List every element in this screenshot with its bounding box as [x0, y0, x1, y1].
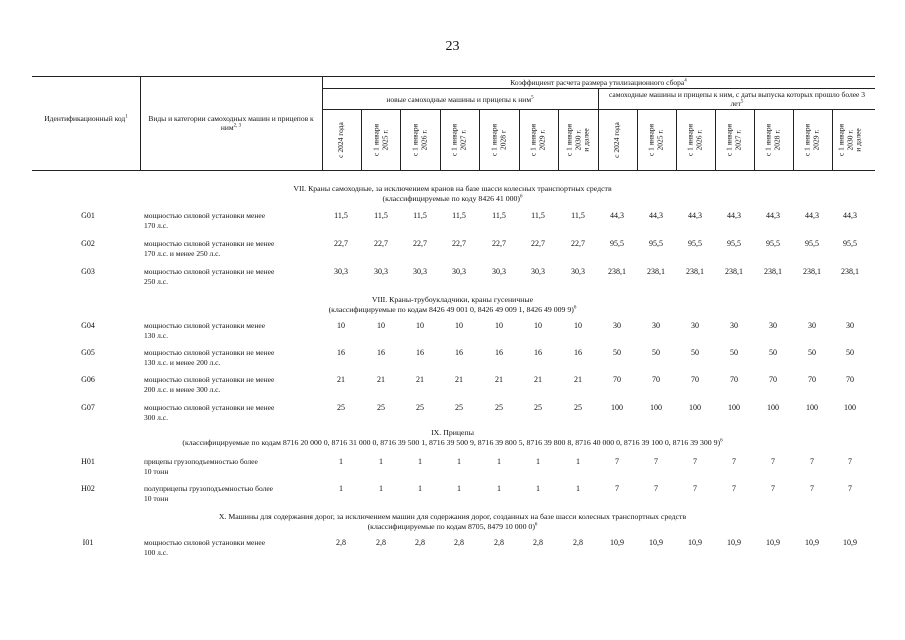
year-column-header	[337, 122, 346, 158]
row-description	[144, 211, 319, 230]
year-header-line: 2025 г.	[380, 129, 389, 151]
year-header-line: с 2024 года	[335, 122, 345, 158]
coefficient-cell: 11,5	[334, 211, 348, 220]
coefficient-cell: 238,1	[841, 267, 859, 276]
coefficient-cell: 30	[846, 321, 854, 330]
coefficient-cell: 30	[769, 321, 777, 330]
year-column-header	[565, 124, 591, 156]
row-description	[144, 457, 319, 476]
coefficient-cell: 10,9	[766, 538, 780, 547]
year-col-divider	[361, 109, 362, 170]
coefficient-cell: 100	[844, 403, 856, 412]
coefficient-cell: 44,3	[727, 211, 741, 220]
id-code-header: Идентификационный код$^1$	[44, 114, 128, 123]
row-code: G05	[81, 348, 95, 357]
coefficient-cell: 100	[728, 403, 740, 412]
row-description	[144, 484, 319, 503]
coefficient-cell: 50	[730, 348, 738, 357]
year-column-header	[765, 124, 782, 156]
coefficient-cell: 16	[416, 348, 424, 357]
year-header-line: 2030 г.	[844, 129, 854, 151]
coefficient-cell: 16	[534, 348, 542, 357]
coefficient-cell: 10,9	[610, 538, 624, 547]
row-code: G02	[81, 239, 95, 248]
coefficient-cell: 2,8	[376, 538, 386, 547]
group-divider	[598, 88, 599, 170]
coefficient-cell: 1	[576, 457, 580, 466]
coefficient-cell: 70	[691, 375, 699, 384]
coefficient-cell: 22,7	[492, 239, 506, 248]
row-code: G04	[81, 321, 95, 330]
year-header-line: с 1 января	[802, 123, 812, 157]
coefficient-cell: 2,8	[494, 538, 504, 547]
coefficient-cell: 10,9	[688, 538, 702, 547]
page-number: 23	[445, 39, 460, 54]
coefficient-cell: 22,7	[413, 239, 427, 248]
coefficient-cell: 7	[654, 484, 658, 493]
row-description-line: 200 л.с. и менее 300 л.с.	[144, 384, 221, 394]
year-header-line: с 1 января	[646, 123, 656, 157]
year-header-line: 2030 г.	[572, 129, 582, 151]
row-code: I01	[82, 538, 94, 547]
coefficient-cell: 30,3	[374, 267, 388, 276]
year-header-line: и далее	[853, 128, 863, 152]
row-description-line: 170 л.с.	[144, 220, 168, 230]
year-header-line: с 1 января	[528, 123, 538, 157]
row-code: H02	[81, 484, 95, 493]
coefficient-cell: 25	[377, 403, 385, 412]
coefficient-cell: 2,8	[415, 538, 425, 547]
coefficient-cell: 50	[652, 348, 660, 357]
coefficient-cell: 21	[574, 375, 582, 384]
coefficient-cell: 95,5	[688, 239, 702, 248]
coefficient-cell: 7	[848, 484, 852, 493]
row-code: H01	[81, 457, 95, 466]
new-machines-header: новые самоходные машины и прицепы к ним$^5$	[386, 95, 534, 104]
coefficient-cell: 1	[418, 457, 422, 466]
row-description-line: мощностью силовой установки не менее	[144, 403, 275, 412]
coefficient-cell: 10	[337, 321, 345, 330]
col-divider	[322, 76, 323, 170]
row-description-line: 250 л.с.	[144, 276, 168, 286]
coefficient-cell: 70	[808, 375, 816, 384]
coefficient-cell: 10	[534, 321, 542, 330]
section-heading	[30, 428, 875, 448]
kinds-header: Виды и категории самоходных машин и прицепов к ним$^{2, 3}$	[148, 114, 314, 132]
coefficient-cell: 70	[769, 375, 777, 384]
section-subtitle: (классифицируемые по коду 8426 41 000)$^6$	[382, 194, 523, 203]
coefficient-cell: 7	[693, 484, 697, 493]
coefficient-cell: 11,5	[571, 211, 585, 220]
row-description-line: мощностью силовой установки не менее	[144, 239, 275, 248]
coefficient-cell: 2,8	[573, 538, 583, 547]
coefficient-cell: 50	[691, 348, 699, 357]
coefficient-cell: 10,9	[649, 538, 663, 547]
coefficient-cell: 50	[613, 348, 621, 357]
section-heading	[30, 512, 875, 532]
table-top-rule	[32, 76, 875, 77]
coefficient-cell: 11,5	[531, 211, 545, 220]
coefficient-cell: 100	[767, 403, 779, 412]
coefficient-cell: 2,8	[454, 538, 464, 547]
coefficient-cell: 44,3	[649, 211, 663, 220]
row-code: G01	[81, 211, 95, 220]
row-code: G03	[81, 267, 95, 276]
year-header-line: с 1 января	[724, 123, 734, 157]
table-header-bottom-rule	[32, 170, 875, 171]
coefficient-cell: 10	[377, 321, 385, 330]
coefficient-cell: 7	[810, 484, 814, 493]
coefficient-cell: 7	[654, 457, 658, 466]
year-col-divider	[440, 109, 441, 170]
year-column-header	[530, 124, 547, 156]
row-description	[144, 403, 319, 422]
coefficient-cell: 95,5	[766, 239, 780, 248]
year-column-header	[804, 124, 821, 156]
coefficient-cell: 1	[379, 457, 383, 466]
year-column-header	[412, 124, 429, 156]
coefficient-cell: 25	[416, 403, 424, 412]
row-description	[144, 538, 319, 557]
coefficient-cell: 2,8	[533, 538, 543, 547]
coefficient-cell: 7	[693, 457, 697, 466]
coefficient-cell: 7	[615, 484, 619, 493]
coefficient-cell: 25	[455, 403, 463, 412]
year-header-line: 2026 г.	[694, 129, 703, 151]
coefficient-cell: 1	[536, 457, 540, 466]
coefficient-cell: 16	[455, 348, 463, 357]
coefficient-cell: 10	[495, 321, 503, 330]
coefficient-cell: 1	[576, 484, 580, 493]
row-description-line: 10 тонн	[144, 493, 169, 503]
year-header-line: 2028 г.	[772, 129, 781, 151]
year-header-line: с 1 января	[564, 123, 574, 157]
year-col-divider	[637, 109, 638, 170]
coefficient-cell: 16	[377, 348, 385, 357]
row-description-line: мощностью силовой установки менее	[144, 211, 266, 220]
coefficient-cell: 30,3	[413, 267, 427, 276]
coefficient-cell: 70	[652, 375, 660, 384]
coefficient-cell: 11,5	[452, 211, 466, 220]
coefficient-cell: 30,3	[492, 267, 506, 276]
year-header-line: с 1 января	[410, 123, 420, 157]
row-description-line: прицепы грузоподъемностью более	[144, 457, 258, 466]
row-description-line: мощностью силовой установки не менее	[144, 348, 275, 357]
coefficient-cell: 22,7	[571, 239, 585, 248]
coefficient-cell: 1	[339, 457, 343, 466]
coefficient-cell: 11,5	[492, 211, 506, 220]
coefficient-cell: 44,3	[688, 211, 702, 220]
coefficient-cell: 100	[806, 403, 818, 412]
coefficient-cell: 7	[771, 457, 775, 466]
year-col-divider	[754, 109, 755, 170]
coefficient-cell: 22,7	[374, 239, 388, 248]
year-col-divider	[479, 109, 480, 170]
coefficient-cell: 30	[730, 321, 738, 330]
coefficient-cell: 25	[534, 403, 542, 412]
coefficient-cell: 11,5	[413, 211, 427, 220]
section-subtitle: (классифицируемые по кодам 8716 20 000 0, 8716 31 000 0, 8716 39 500 1, 8716 39 500 9, 8716 39 800 5, 8716 39 800 8, 8716 40 000 0, 8716 39 100 0, 8716 39 300 9)$^6$	[182, 438, 723, 447]
row-description	[144, 267, 319, 286]
year-column-header	[837, 124, 863, 156]
row-description-line: мощностью силовой установки менее	[144, 538, 266, 547]
coefficient-cell: 44,3	[843, 211, 857, 220]
coefficient-cell: 30,3	[531, 267, 545, 276]
coefficient-cell: 10	[455, 321, 463, 330]
section-heading	[30, 184, 875, 204]
coefficient-cell: 238,1	[764, 267, 782, 276]
coefficient-cell: 16	[574, 348, 582, 357]
coefficient-cell: 25	[495, 403, 503, 412]
coefficient-cell: 16	[337, 348, 345, 357]
year-header-line: и далее	[581, 128, 591, 152]
year-col-divider	[676, 109, 677, 170]
coefficient-cell: 30,3	[452, 267, 466, 276]
year-header-line: 2025 г.	[655, 129, 664, 151]
coefficient-cell: 238,1	[608, 267, 626, 276]
coefficient-cell: 44,3	[610, 211, 624, 220]
coefficient-cell: 44,3	[805, 211, 819, 220]
coefficient-cell: 50	[808, 348, 816, 357]
year-header-line: 2028 г	[498, 130, 507, 150]
coefficient-cell: 25	[337, 403, 345, 412]
coefficient-cell: 10	[574, 321, 582, 330]
coefficient-cell: 7	[810, 457, 814, 466]
coefficient-cell: 1	[536, 484, 540, 493]
year-header-line: с 1 января	[836, 123, 846, 157]
coefficient-cell: 7	[848, 457, 852, 466]
coefficient-cell: 1	[497, 484, 501, 493]
coefficient-cell: 1	[339, 484, 343, 493]
coefficient-cell: 30,3	[334, 267, 348, 276]
row-code: G06	[81, 375, 95, 384]
coefficient-cell: 238,1	[647, 267, 665, 276]
year-col-divider	[558, 109, 559, 170]
section-subtitle: (классифицируемые по кодам 8426 49 001 0, 8426 49 009 1, 8426 49 009 9)$^6$	[328, 305, 577, 314]
year-col-divider	[832, 109, 833, 170]
coefficient-cell: 95,5	[805, 239, 819, 248]
row-description	[144, 321, 319, 340]
row-description-line: 100 л.с.	[144, 547, 168, 557]
coef-header: Коэффициент расчета размера утилизационного сбора$^4$	[510, 78, 687, 87]
coefficient-cell: 7	[732, 484, 736, 493]
coefficient-cell: 95,5	[727, 239, 741, 248]
coefficient-cell: 100	[689, 403, 701, 412]
coefficient-cell: 1	[418, 484, 422, 493]
coefficient-cell: 50	[846, 348, 854, 357]
coefficient-cell: 95,5	[649, 239, 663, 248]
coefficient-cell: 238,1	[686, 267, 704, 276]
coefficient-cell: 22,7	[452, 239, 466, 248]
row-description-line: полуприцепы грузоподъемностью более	[144, 484, 273, 493]
row-description-line: мощностью силовой установки не менее	[144, 375, 275, 384]
year-column-header	[373, 124, 390, 156]
coefficient-cell: 10,9	[843, 538, 857, 547]
year-header-line: с 2024 года	[611, 122, 621, 158]
section-title: X. Машины для содержания дорог, за исключением машин для содержания дорог, созданных на базе шасси колесных транспортных средств	[218, 512, 687, 521]
coefficient-cell: 95,5	[610, 239, 624, 248]
section-title: VIII. Краны-трубоукладчики, краны гусеничные	[371, 295, 534, 304]
coefficient-cell: 1	[457, 457, 461, 466]
year-col-divider	[519, 109, 520, 170]
year-header-line: 2029 г.	[537, 129, 546, 151]
coefficient-cell: 7	[615, 457, 619, 466]
coefficient-cell: 10	[416, 321, 424, 330]
row-description	[144, 375, 319, 394]
year-column-header	[648, 124, 665, 156]
row-description	[144, 239, 319, 258]
row-description-line: 130 л.с. и менее 200 л.с.	[144, 357, 221, 367]
row-description-line: 170 л.с. и менее 250 л.с.	[144, 248, 221, 258]
coefficient-cell: 100	[611, 403, 623, 412]
coefficient-cell: 21	[534, 375, 542, 384]
section-title: VII. Краны самоходные, за исключением кранов на базе шасси колесных транспортных средств	[293, 184, 612, 193]
coefficient-cell: 22,7	[531, 239, 545, 248]
coefficient-cell: 1	[457, 484, 461, 493]
coefficient-cell: 21	[337, 375, 345, 384]
coefficient-cell: 10,9	[727, 538, 741, 547]
row-description-line: 300 л.с.	[144, 412, 168, 422]
year-column-header	[613, 122, 622, 158]
year-header-line: 2027 г.	[458, 129, 467, 151]
coefficient-cell: 30,3	[571, 267, 585, 276]
coefficient-cell: 21	[416, 375, 424, 384]
coefficient-cell: 30	[691, 321, 699, 330]
row-description-line: 130 л.с.	[144, 330, 168, 340]
year-header-line: с 1 января	[371, 123, 381, 157]
coefficient-cell: 7	[732, 457, 736, 466]
row-description-line: мощностью силовой установки не менее	[144, 267, 275, 276]
coefficient-cell: 95,5	[843, 239, 857, 248]
coefficient-cell: 1	[379, 484, 383, 493]
year-column-header	[491, 124, 508, 156]
year-header-line: с 1 января	[449, 123, 459, 157]
coefficient-cell: 30	[652, 321, 660, 330]
coefficient-cell: 21	[377, 375, 385, 384]
year-header-line: 2029 г.	[811, 129, 820, 151]
year-header-line: с 1 января	[685, 123, 695, 157]
coefficient-cell: 22,7	[334, 239, 348, 248]
year-column-header	[451, 124, 468, 156]
year-column-header	[687, 124, 704, 156]
old-machines-header: самоходные машины и прицепы к ним, с даты выпуска которых прошло более 3 лет$^5$	[608, 90, 865, 108]
coefficient-cell: 11,5	[374, 211, 388, 220]
coefficient-cell: 30	[808, 321, 816, 330]
year-col-divider	[715, 109, 716, 170]
year-header-line: 2026 г.	[419, 129, 428, 151]
coefficient-cell: 1	[497, 457, 501, 466]
row-code: G07	[81, 403, 95, 412]
coefficient-cell: 21	[495, 375, 503, 384]
row-description-line: мощностью силовой установки менее	[144, 321, 266, 330]
coefficient-cell: 25	[574, 403, 582, 412]
coefficient-cell: 238,1	[803, 267, 821, 276]
coefficient-cell: 70	[730, 375, 738, 384]
col-divider	[140, 76, 141, 170]
row-description	[144, 348, 319, 367]
year-column-header	[726, 124, 743, 156]
coefficient-cell: 100	[650, 403, 662, 412]
coefficient-cell: 21	[455, 375, 463, 384]
coefficient-cell: 7	[771, 484, 775, 493]
section-heading	[30, 295, 875, 315]
coefficient-cell: 2,8	[336, 538, 346, 547]
coefficient-cell: 238,1	[725, 267, 743, 276]
section-subtitle: (классифицируемые по кодам 8705, 8479 10 000 0)$^6$	[367, 522, 538, 531]
coefficient-cell: 70	[613, 375, 621, 384]
year-col-divider	[793, 109, 794, 170]
year-header-line: с 1 января	[489, 123, 499, 157]
coefficient-cell: 16	[495, 348, 503, 357]
year-header-line: 2027 г.	[733, 129, 742, 151]
coefficient-cell: 30	[613, 321, 621, 330]
year-header-line: с 1 января	[763, 123, 773, 157]
coefficient-cell: 70	[846, 375, 854, 384]
year-col-divider	[400, 109, 401, 170]
coefficient-cell: 50	[769, 348, 777, 357]
coefficient-cell: 10,9	[805, 538, 819, 547]
row-description-line: 10 тонн	[144, 466, 169, 476]
section-title: IX. Прицепы	[431, 428, 474, 437]
coefficient-cell: 44,3	[766, 211, 780, 220]
